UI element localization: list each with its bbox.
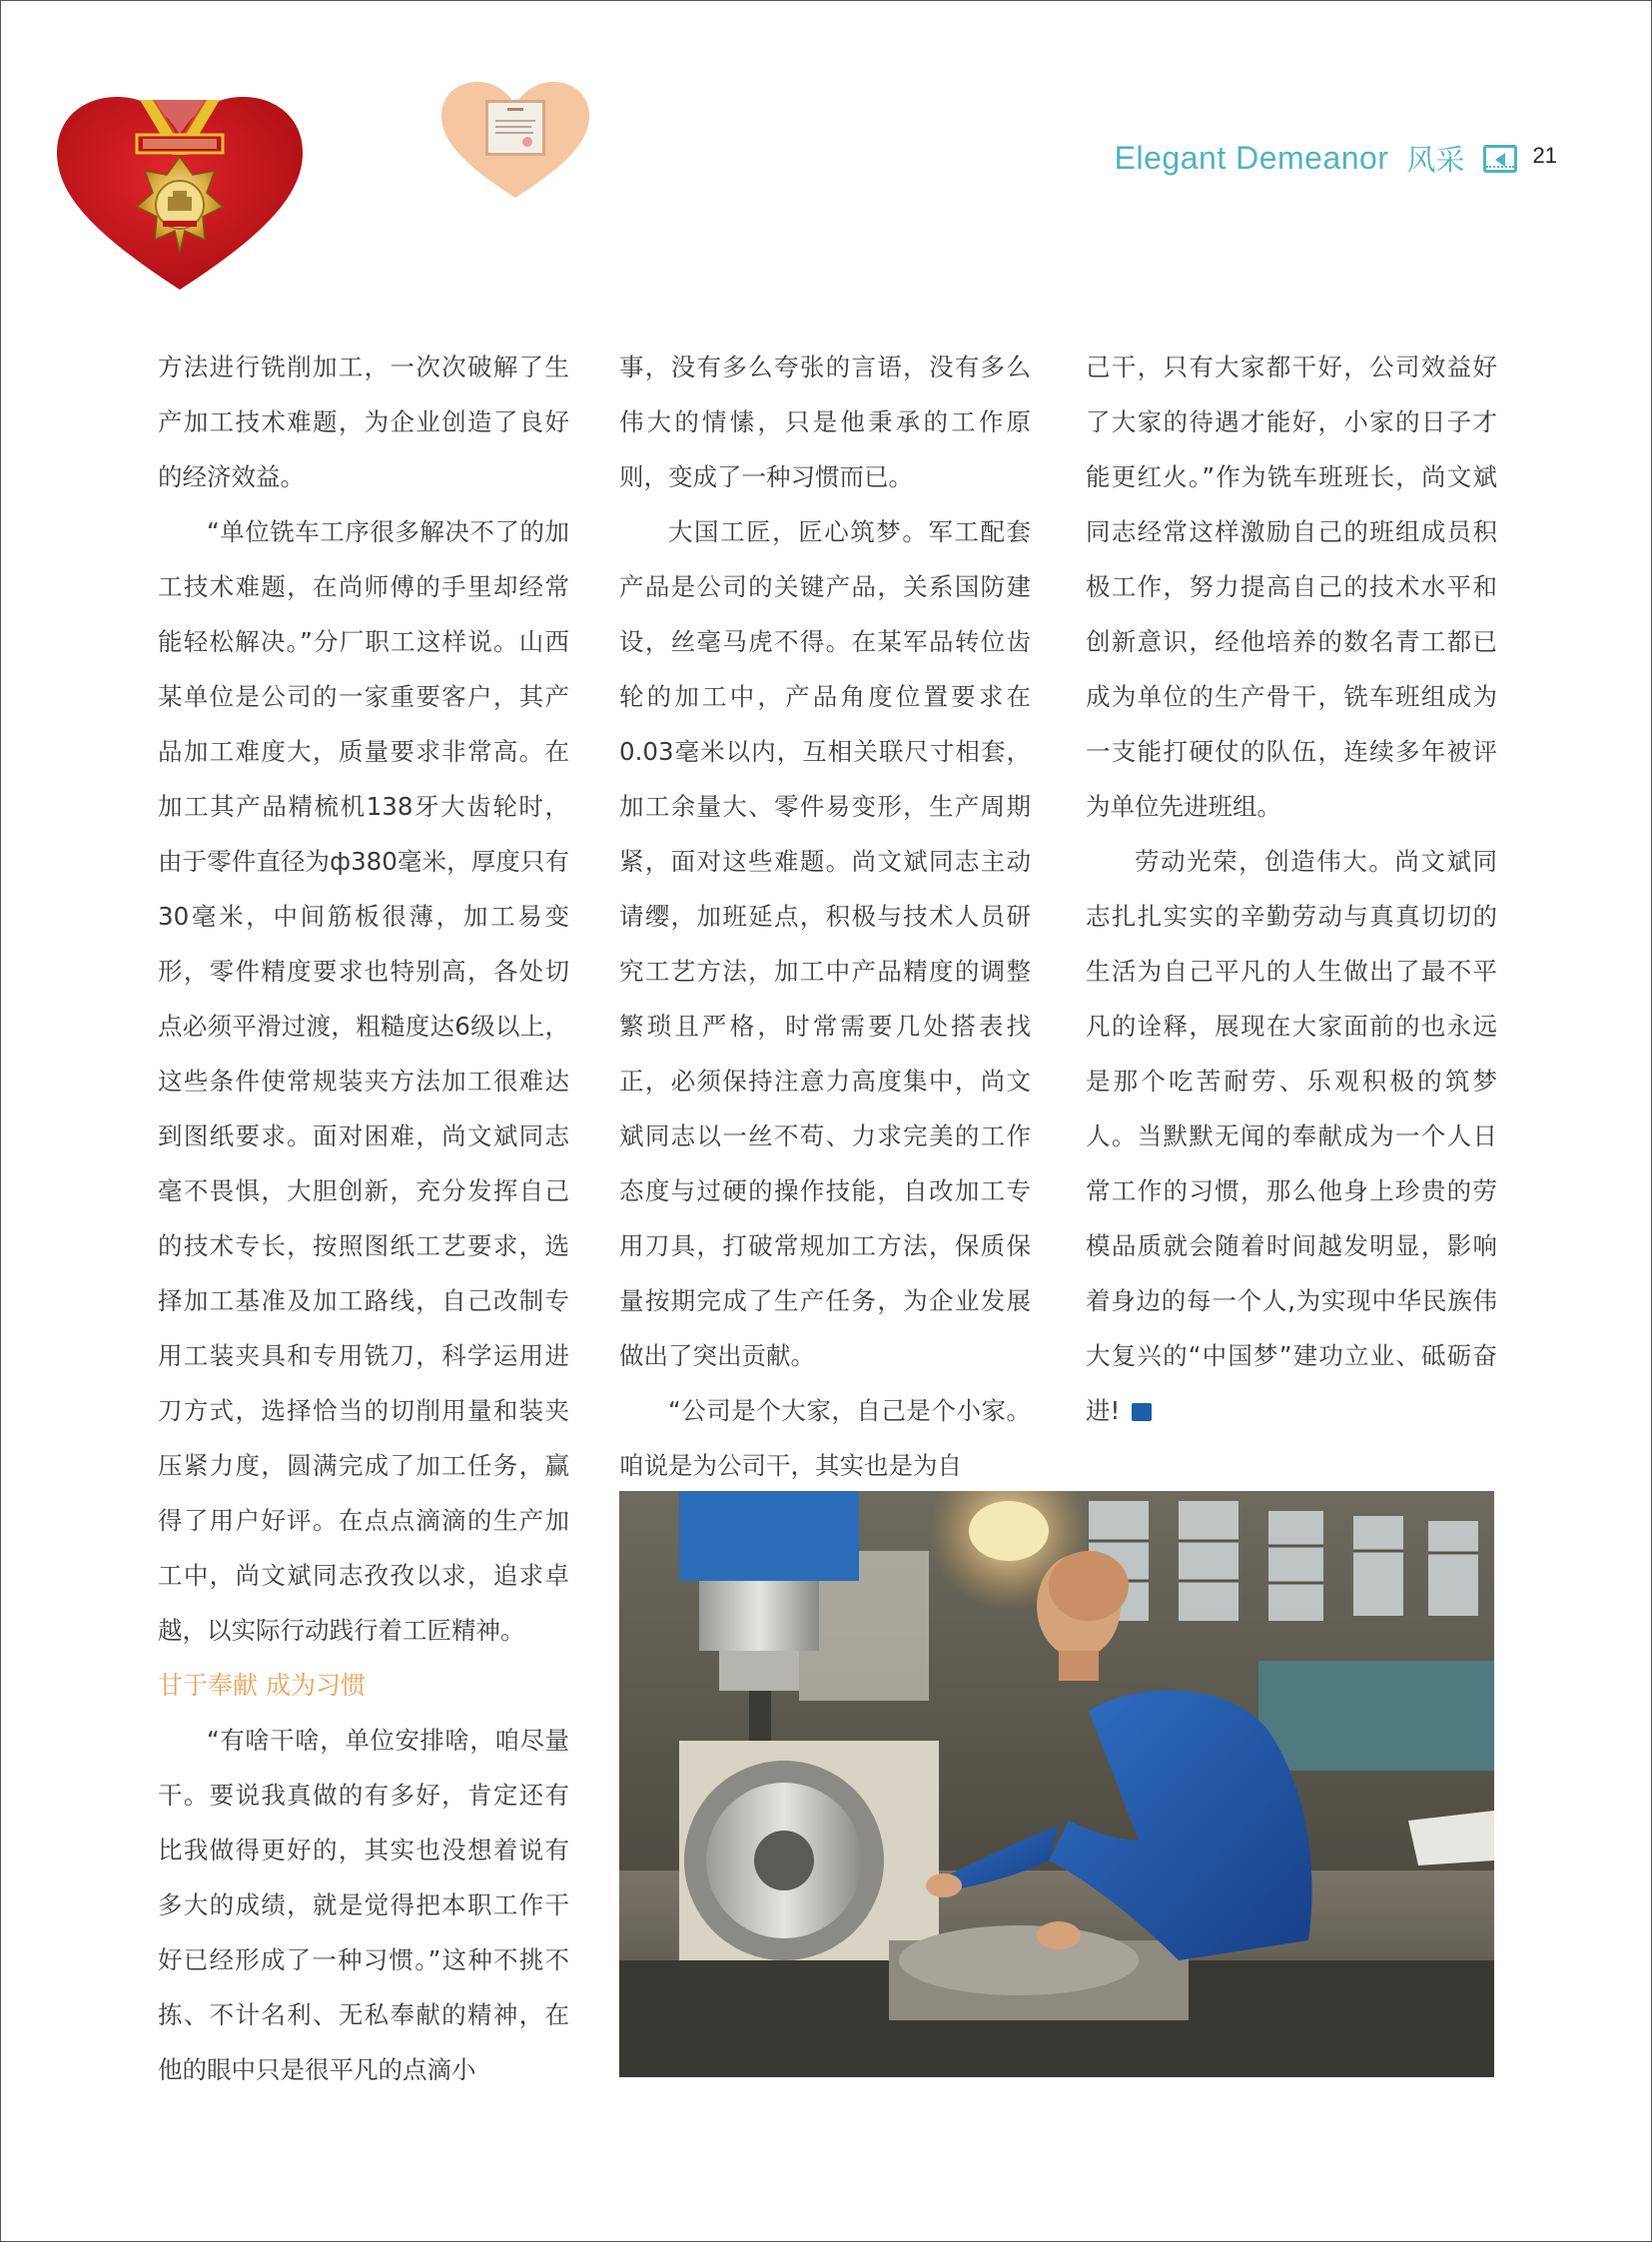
worker-milling-machine-photo — [619, 1491, 1494, 2077]
paragraph: 大国工匠，匠心筑梦。军工配套产品是公司的关键产品，关系国防建设，丝毫马虎不得。在某军品转位齿轮的加工中，产品角度位置要求在0.03毫米以内，互相关联尺寸相套，加工余量大、零件易变形，生产周期紧，面对这些难题。尚文斌同志主动请缨，加班延点，积极与技术人员研究工艺方法，加工中产品精度的调整繁琐且严格，时常需要几处搭表找正，必须保持注意力高度集中，尚文斌同志以一丝不苟、力求完美的工作态度与过硬的操作技能，自改加工专用刀具，打破常规加工方法，保质保量按期完成了生产任务，为企业发展做出了突出贡献。 — [619, 517, 1031, 1370]
paragraph: “公司是个大家，自己是个小家。咱说是为公司干，其实也是为自 — [619, 1396, 1031, 1480]
paragraph: 方法进行铣削加工，一次次破解了生产加工技术难题，为企业创造了良好的经济效益。 — [158, 353, 569, 491]
paragraph: 事，没有多么夸张的言语，没有多么伟大的情愫，只是他秉承的工作原则，变成了一种习惯而已。 — [619, 353, 1031, 491]
paragraph: 己干，只有大家都干好，公司效益好了大家的待遇才能好，小家的日子才能更红火。”作为铣车班班长，尚文斌同志经常这样激励自己的班组成员积极工作，努力提高自己的技术水平和创新意识，经他培养的数名青工都已成为单位的生产骨干，铣车班组成为一支能打硬仗的队伍，连续多年被评为单位先进班组。 — [1086, 353, 1497, 821]
end-of-article-icon: S — [1132, 1403, 1152, 1421]
paragraph: “单位铣车工序很多解决不了的加工技术难题，在尚师傅的手里却经常能轻松解决。”分厂职工这样说。山西某单位是公司的一家重要客户，其产品加工难度大，质量要求非常高。在加工其产品精梳机138牙大齿轮时，由于零件直径为ф380毫米，厚度只有30毫米，中间筋板很薄，加工易变形，零件精度要求也特别高，各处切点必须平滑过渡，粗糙度达6级以上，这些条件使常规装夹方法加工很难达到图纸要求。面对困难，尚文斌同志毫不畏惧，大胆创新，充分发挥自己的技术专长，按照图纸工艺要求，选择加工基准及加工路线，自己改制专用工装夹具和专用铣刀，科学运用进刀方式，选择恰当的切削用量和装夹压紧力度，圆满完成了加工任务，赢得了用户好评。在点点滴滴的生产加工中，尚文斌同志孜孜以求，追求卓越，以实际行动践行着工匠精神。 — [158, 517, 569, 1645]
text-column-1 — [158, 340, 569, 2097]
paragraph-text: 劳动光荣，创造伟大。尚文斌同志扎扎实实的辛勤劳动与真真切切的生活为自己平凡的人生做出了最不平凡的诠释，展现在大家面前的也永远是那个吃苦耐劳、乐观积极的筑梦人。当默默无闻的奉献成为一个人日常工作的习惯，那么他身上珍贵的劳模品质就会随着时间越发明显，影响着身边的每一个人,为实现中华民族伟大复兴的“中国梦”建功立业、砥砺奋进! — [1086, 847, 1497, 1425]
page-header — [1115, 138, 1557, 179]
subheading: 甘于奉献 成为习惯 — [158, 1671, 366, 1700]
page-number: 21 — [1532, 142, 1557, 168]
text-column-3 — [1086, 340, 1497, 1438]
film-play-icon — [1483, 145, 1517, 173]
medal-heart-image — [55, 95, 305, 295]
certificate-heart-image — [439, 80, 591, 200]
paragraph-closing — [1086, 834, 1497, 1438]
paragraph: “有啥干啥，单位安排啥，咱尽量干。要说我真做的有多好，肯定还有比我做得更好的，其实也没想着说有多大的成绩，就是觉得把本职工作干好已经形成了一种习惯。”这种不挑不拣、不计名利、无私奉献的精神，在他的眼中只是很平凡的点滴小 — [158, 1726, 569, 2084]
section-title-english: Elegant Demeanor — [1114, 140, 1389, 176]
section-title-chinese: 风采 — [1406, 143, 1465, 177]
text-column-2 — [619, 340, 1031, 1493]
